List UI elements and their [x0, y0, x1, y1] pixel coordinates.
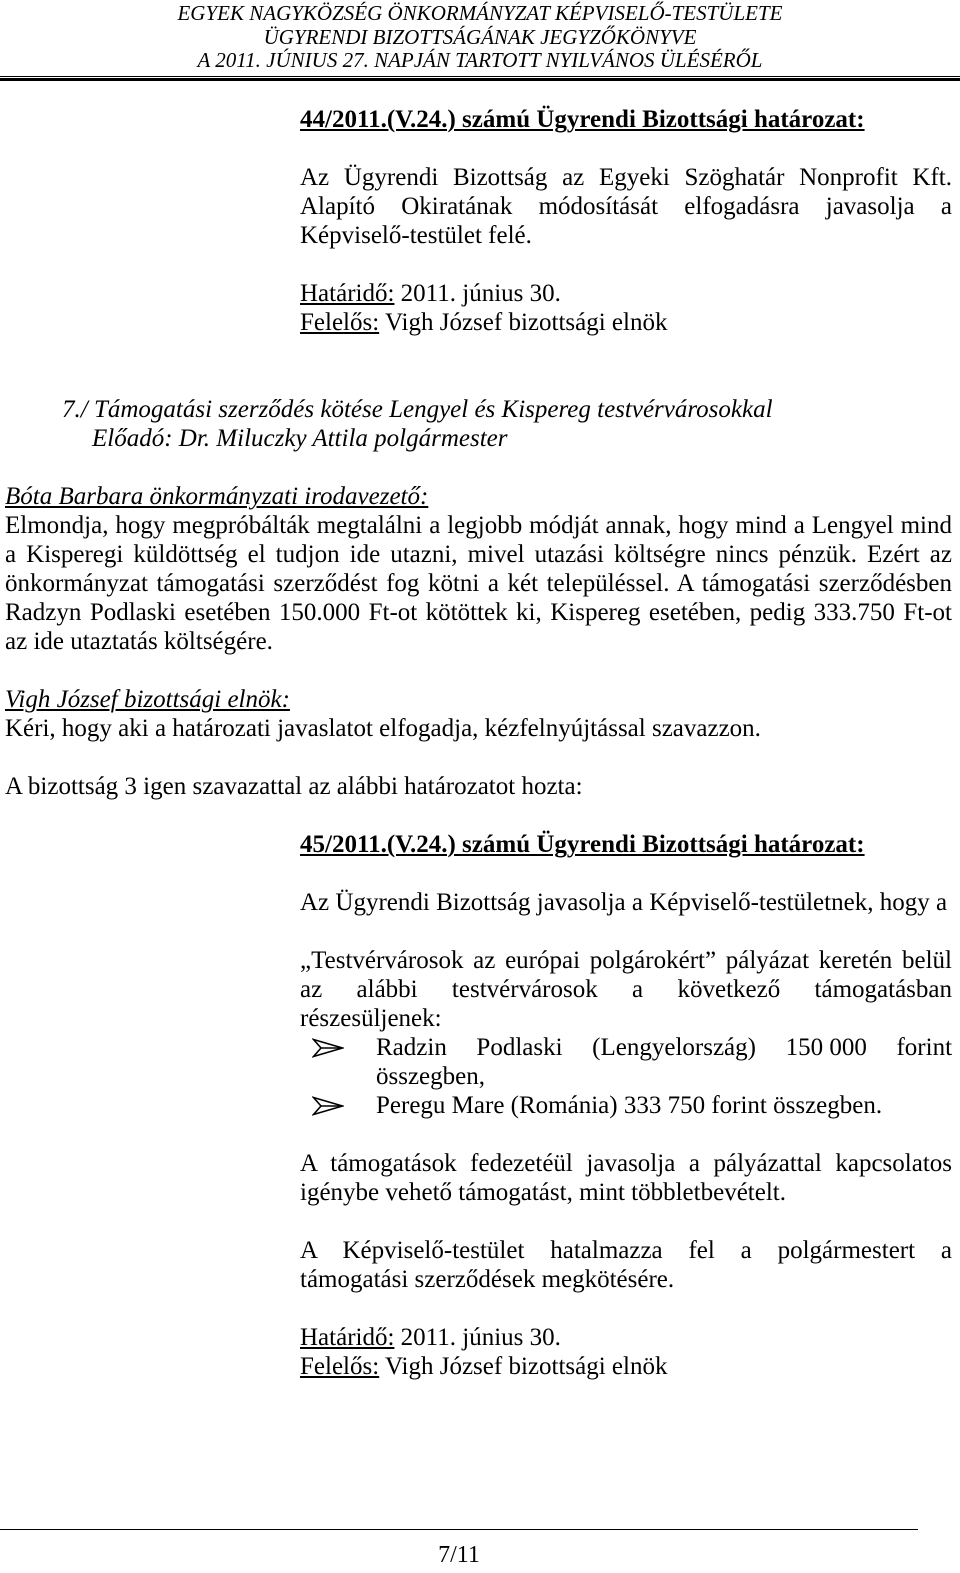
- resolution-45-deadline: [300, 1323, 952, 1352]
- grant-item-peregu-mare: [300, 1091, 952, 1120]
- resolution-45-authorization-line: A Képviselő-testület hatalmazza fel a polgármestert a: [300, 1237, 952, 1264]
- arrowhead-bullet-icon: [312, 1038, 344, 1058]
- resolution-44-text-line: Képviselő-testület felé.: [300, 222, 532, 249]
- resolution-44-responsible: [300, 308, 952, 337]
- header-line-session: A 2011. JÚNIUS 27. NAPJÁN TARTOTT NYILVÁNOS ÜLÉSÉRŐL: [197, 48, 763, 72]
- resolution-45-proposal-line: az alábbi testvérvárosok a következő támogatásban: [300, 976, 952, 1003]
- responsible-person: Vigh József bizottsági elnök: [384, 309, 668, 336]
- resolution-44-text-line: Alapító Okiratának módosítását elfogadásra javasolja a: [300, 193, 952, 220]
- page-number: 7/11: [438, 1542, 480, 1568]
- resolution-45-funding-line: igénybe vehető támogatást, mint többletbevételt.: [300, 1179, 786, 1206]
- footer-divider: [0, 1529, 918, 1530]
- grant-city: Radzin Podlaski (Lengyelország): [376, 1034, 756, 1061]
- resolution-44-deadline: [300, 279, 952, 308]
- running-header: [0, 2, 960, 73]
- deadline-label: Határidő:: [300, 1324, 395, 1351]
- speech-1-line: önkormányzat támogatási szerződést fog kötni a két településsel. A támogatási szerződésben: [5, 570, 952, 597]
- header-line-council: EGYEK NAGYKÖZSÉG ÖNKORMÁNYZAT KÉPVISELŐ-TESTÜLETE: [177, 1, 783, 25]
- header-divider: [0, 76, 960, 81]
- grant-text: Peregu Mare (Románia) 333 750 forint összegben.: [376, 1092, 883, 1119]
- speech-1-line: a Kisperegi küldöttség el tudjon ide utazni, mivel utazási költségre nincs pénzük. Ezért az: [5, 541, 952, 568]
- speech-1-line: az ide utaztatás költségére.: [5, 628, 273, 655]
- resolution-45-responsible: [300, 1352, 952, 1381]
- grant-amount: 150 000: [785, 1034, 867, 1061]
- deadline-date: 2011. június 30.: [400, 280, 561, 307]
- resolution-45-authorization-line: támogatási szerződések megkötésére.: [300, 1266, 675, 1293]
- speech-2-line: Kéri, hogy aki a határozati javaslatot elfogadja, kézfelnyújtással szavazzon.: [5, 715, 761, 742]
- speaker-1-name: Bóta Barbara önkormányzati irodavezető:: [5, 483, 429, 510]
- minutes-content: [0, 105, 960, 1381]
- speech-1-line: Elmondja, hogy megpróbálták megtalálni a legjobb módját annak, hogy mind a Lengyel mind: [5, 512, 952, 539]
- resolution-45-proposal-line: részesüljenek:: [300, 1005, 442, 1032]
- resolution-45-proposal-line: „Testvérvárosok az európai polgárokért” pályázat keretén belül: [300, 947, 952, 974]
- header-line-committee: ÜGYRENDI BIZOTTSÁGÁNAK JEGYZŐKÖNYVE: [263, 24, 697, 49]
- resolution-44-title: 44/2011.(V.24.) számú Ügyrendi Bizottsági határozat:: [300, 106, 865, 133]
- vote-result: A bizottság 3 igen szavazattal az alábbi határozatot hozta:: [5, 773, 583, 800]
- arrowhead-bullet-icon: [312, 1096, 344, 1116]
- resolution-45-title: 45/2011.(V.24.) számú Ügyrendi Bizottsági határozat:: [300, 831, 865, 858]
- agenda-item-presenter: Előadó: Dr. Miluczky Attila polgármester: [92, 425, 508, 452]
- resolution-45-intro: Az Ügyrendi Bizottság javasolja a Képviselő-testületnek, hogy a: [300, 889, 948, 916]
- resolution-44-text-line: Az Ügyrendi Bizottság az Egyeki Szöghatár Nonprofit Kft.: [300, 164, 952, 191]
- grant-item-continuation: összegben,: [376, 1063, 485, 1090]
- speech-1-line: Radzyn Podlaski esetében 150.000 Ft-ot kötöttek ki, Kispereg esetében, pedig 333.750 Ft-ot: [5, 599, 952, 626]
- deadline-label: Határidő:: [300, 280, 395, 307]
- grant-unit: forint: [896, 1034, 953, 1061]
- grant-item-radzin-podlaski: [300, 1033, 952, 1062]
- resolution-45-funding-line: A támogatások fedezetéül javasolja a pályázattal kapcsolatos: [300, 1150, 952, 1177]
- responsible-label: Felelős:: [300, 1353, 380, 1380]
- deadline-date: 2011. június 30.: [400, 1324, 561, 1351]
- responsible-label: Felelős:: [300, 309, 380, 336]
- agenda-item-title: 7./ Támogatási szerződés kötése Lengyel és Kispereg testvérvárosokkal: [62, 396, 773, 423]
- speaker-2-name: Vigh József bizottsági elnök:: [5, 686, 290, 713]
- responsible-person: Vigh József bizottsági elnök: [384, 1353, 668, 1380]
